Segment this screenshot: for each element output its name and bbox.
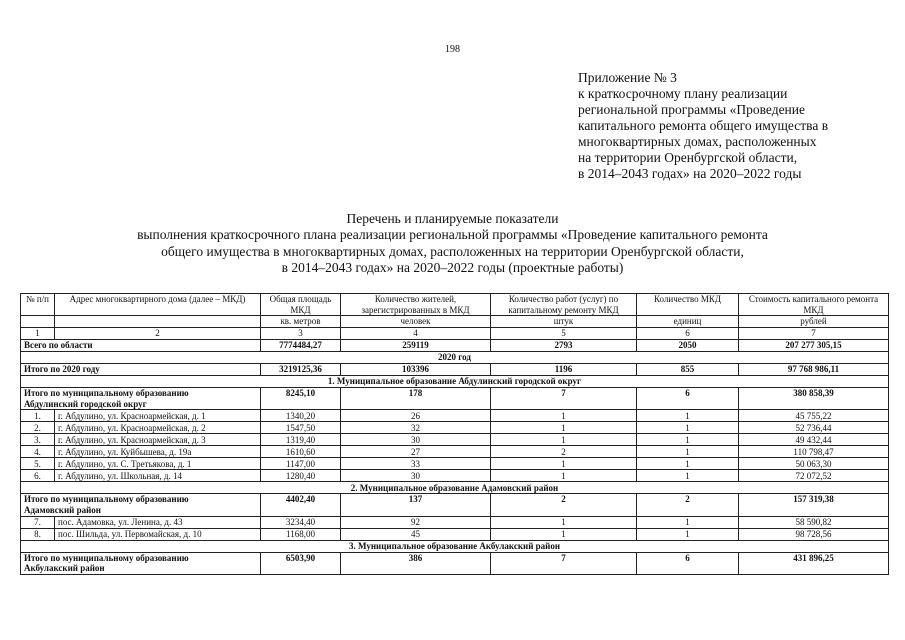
appendix-line: многоквартирных домах, расположенных — [578, 134, 817, 149]
row-residents: 45 — [341, 528, 491, 540]
row-works: 2 — [491, 446, 637, 458]
subtotal-cost: 157 319,38 — [739, 494, 889, 516]
header-residents: Количество жителей, зарегистрированных в МКД — [341, 294, 491, 316]
row-works: 1 — [491, 470, 637, 482]
section-title: 2. Муниципальное образование Адамовский район — [21, 482, 889, 494]
subtotal-works: 2 — [491, 494, 637, 516]
row-works: 1 — [491, 516, 637, 528]
appendix-line: региональной программы «Проведение — [578, 102, 806, 117]
row-area: 1610,60 — [261, 446, 341, 458]
row-cost: 58 590,82 — [739, 516, 889, 528]
subtotal-label-line: Итого по муниципальному образованию — [24, 552, 189, 563]
appendix-line: Приложение № 3 — [578, 70, 677, 85]
total-year-label: Итого по 2020 году — [21, 364, 261, 376]
total-year-row — [21, 364, 889, 376]
section-title-row — [21, 540, 889, 552]
col-number: 6 — [637, 328, 739, 340]
row-cost: 110 798,47 — [739, 446, 889, 458]
column-numbers-row — [21, 328, 889, 340]
row-address: пос. Шильда, ул. Первомайская, д. 10 — [55, 528, 261, 540]
subtotal-label-line: Итого по муниципальному образованию — [24, 388, 189, 399]
subtotal-label — [21, 494, 261, 516]
section-title-row — [21, 376, 889, 388]
total-year-residents: 103396 — [341, 364, 491, 376]
total-region-row — [21, 340, 889, 352]
table-row — [21, 470, 889, 482]
table-row — [21, 422, 889, 434]
row-mkd: 1 — [637, 410, 739, 422]
row-number: 3. — [21, 434, 55, 446]
table-row — [21, 516, 889, 528]
col-number: 2 — [55, 328, 261, 340]
row-mkd: 1 — [637, 434, 739, 446]
subtotal-label-line: Адамовский район — [24, 504, 101, 515]
row-residents: 32 — [341, 422, 491, 434]
row-address: г. Абдулино, ул. Красноармейская, д. 1 — [55, 410, 261, 422]
header-row — [21, 294, 889, 316]
section-title: 3. Муниципальное образование Акбулакский район — [21, 540, 889, 552]
subtotal-residents: 178 — [341, 388, 491, 410]
appendix-line: к краткосрочному плану реализации — [578, 86, 788, 101]
row-cost: 52 736,44 — [739, 422, 889, 434]
row-address: г. Абдулино, ул. Куйбышева, д. 19а — [55, 446, 261, 458]
row-works: 1 — [491, 528, 637, 540]
subtotal-area: 6503,90 — [261, 552, 341, 574]
year-row — [21, 352, 889, 364]
header-works: Количество работ (услуг) по капитальному ремонту МКД — [491, 294, 637, 316]
subtotal-label-line: Итого по муниципальному образованию — [24, 494, 189, 505]
appendix-note — [578, 70, 898, 182]
total-region-area: 7774484,27 — [261, 340, 341, 352]
subtotal-area: 4402,40 — [261, 494, 341, 516]
total-year-area: 3219125,36 — [261, 364, 341, 376]
row-residents: 33 — [341, 458, 491, 470]
total-year-works: 1196 — [491, 364, 637, 376]
row-mkd: 1 — [637, 516, 739, 528]
appendix-line: в 2014–2043 годах» на 2020–2022 годы — [578, 166, 802, 181]
subtotal-cost: 380 858,39 — [739, 388, 889, 410]
subtotal-mkd: 6 — [637, 552, 739, 574]
units-row — [21, 316, 889, 328]
header-address: Адрес многоквартирного дома (далее – МКД) — [55, 294, 261, 316]
row-area: 1168,00 — [261, 528, 341, 540]
title-line: выполнения краткосрочного плана реализации региональной программы «Проведение капитального ремонта — [137, 227, 768, 243]
total-region-works: 2793 — [491, 340, 637, 352]
subtotal-label-line: Акбулакский район — [24, 563, 105, 574]
total-year-mkd: 855 — [637, 364, 739, 376]
total-region-label: Всего по области — [21, 340, 261, 352]
title-line: Перечень и планируемые показатели — [346, 211, 559, 226]
col-number: 1 — [21, 328, 55, 340]
row-area: 1147,00 — [261, 458, 341, 470]
title-line: в 2014–2043 годах» на 2020–2022 годы (проектные работы) — [281, 259, 624, 275]
subtotal-label-line: Абдулинский городской округ — [24, 398, 147, 409]
row-mkd: 1 — [637, 422, 739, 434]
row-number: 8. — [21, 528, 55, 540]
row-area: 3234,40 — [261, 516, 341, 528]
table-row — [21, 458, 889, 470]
row-area: 1319,40 — [261, 434, 341, 446]
row-mkd: 1 — [637, 446, 739, 458]
unit-cost: рублей — [739, 316, 889, 328]
col-number: 7 — [739, 328, 889, 340]
col-number: 5 — [491, 328, 637, 340]
row-address: г. Абдулино, ул. С. Третьякова, д. 1 — [55, 458, 261, 470]
table-row — [21, 528, 889, 540]
year-label: 2020 год — [21, 352, 889, 364]
subtotal-residents: 386 — [341, 552, 491, 574]
row-area: 1340,20 — [261, 410, 341, 422]
row-mkd: 1 — [637, 458, 739, 470]
appendix-line: капитального ремонта общего имущества в — [578, 118, 829, 133]
row-cost: 45 755,22 — [739, 410, 889, 422]
subtotal-area: 8245,10 — [261, 388, 341, 410]
row-number: 1. — [21, 410, 55, 422]
header-number: № п/п — [21, 294, 55, 316]
row-address: г. Абдулино, ул. Школьная, д. 14 — [55, 470, 261, 482]
subtotal-mkd: 2 — [637, 494, 739, 516]
subtotal-mkd: 6 — [637, 388, 739, 410]
section-title: 1. Муниципальное образование Абдулинский городской округ — [21, 376, 889, 388]
unit-works: штук — [491, 316, 637, 328]
row-mkd: 1 — [637, 528, 739, 540]
row-residents: 30 — [341, 434, 491, 446]
row-works: 1 — [491, 434, 637, 446]
document-title — [0, 211, 905, 276]
subtotal-works: 7 — [491, 552, 637, 574]
table-row — [21, 434, 889, 446]
row-number: 4. — [21, 446, 55, 458]
row-area: 1280,40 — [261, 470, 341, 482]
section-subtotal-row — [21, 388, 889, 410]
row-cost: 72 072,52 — [739, 470, 889, 482]
col-number: 4 — [341, 328, 491, 340]
units-spacer — [55, 316, 261, 328]
subtotal-residents: 137 — [341, 494, 491, 516]
row-residents: 27 — [341, 446, 491, 458]
col-number: 3 — [261, 328, 341, 340]
total-region-mkd: 2050 — [637, 340, 739, 352]
row-address: г. Абдулино, ул. Красноармейская, д. 3 — [55, 434, 261, 446]
unit-mkd: единиц — [637, 316, 739, 328]
row-address: г. Абдулино, ул. Красноармейская, д. 2 — [55, 422, 261, 434]
total-region-cost: 207 277 305,15 — [739, 340, 889, 352]
row-works: 1 — [491, 458, 637, 470]
header-area: Общая площадь МКД — [261, 294, 341, 316]
row-works: 1 — [491, 422, 637, 434]
row-residents: 26 — [341, 410, 491, 422]
section-title-row — [21, 482, 889, 494]
subtotal-cost: 431 896,25 — [739, 552, 889, 574]
total-region-residents: 259119 — [341, 340, 491, 352]
subtotal-label — [21, 388, 261, 410]
row-number: 2. — [21, 422, 55, 434]
header-cost: Стоимость капитального ремонта МКД — [739, 294, 889, 316]
row-address: пос. Адамовка, ул. Ленина, д. 43 — [55, 516, 261, 528]
row-number: 7. — [21, 516, 55, 528]
table-row — [21, 410, 889, 422]
subtotal-works: 7 — [491, 388, 637, 410]
header-mkd-count: Количество МКД — [637, 294, 739, 316]
row-cost: 49 432,44 — [739, 434, 889, 446]
units-spacer — [21, 316, 55, 328]
row-number: 5. — [21, 458, 55, 470]
row-mkd: 1 — [637, 470, 739, 482]
table-row — [21, 446, 889, 458]
row-number: 6. — [21, 470, 55, 482]
work-plan-table — [20, 293, 889, 575]
row-works: 1 — [491, 410, 637, 422]
section-subtotal-row — [21, 494, 889, 516]
row-area: 1547,50 — [261, 422, 341, 434]
total-year-cost: 97 768 986,11 — [739, 364, 889, 376]
section-subtotal-row — [21, 552, 889, 574]
row-cost: 98 728,56 — [739, 528, 889, 540]
unit-residents: человек — [341, 316, 491, 328]
page-number: 198 — [445, 44, 460, 55]
row-residents: 92 — [341, 516, 491, 528]
row-residents: 30 — [341, 470, 491, 482]
row-cost: 50 063,30 — [739, 458, 889, 470]
unit-area: кв. метров — [261, 316, 341, 328]
appendix-line: на территории Оренбургской области, — [578, 150, 798, 165]
title-line: общего имущества в многоквартирных домах, расположенных на территории Оренбургской области, — [161, 243, 744, 259]
subtotal-label — [21, 552, 261, 574]
